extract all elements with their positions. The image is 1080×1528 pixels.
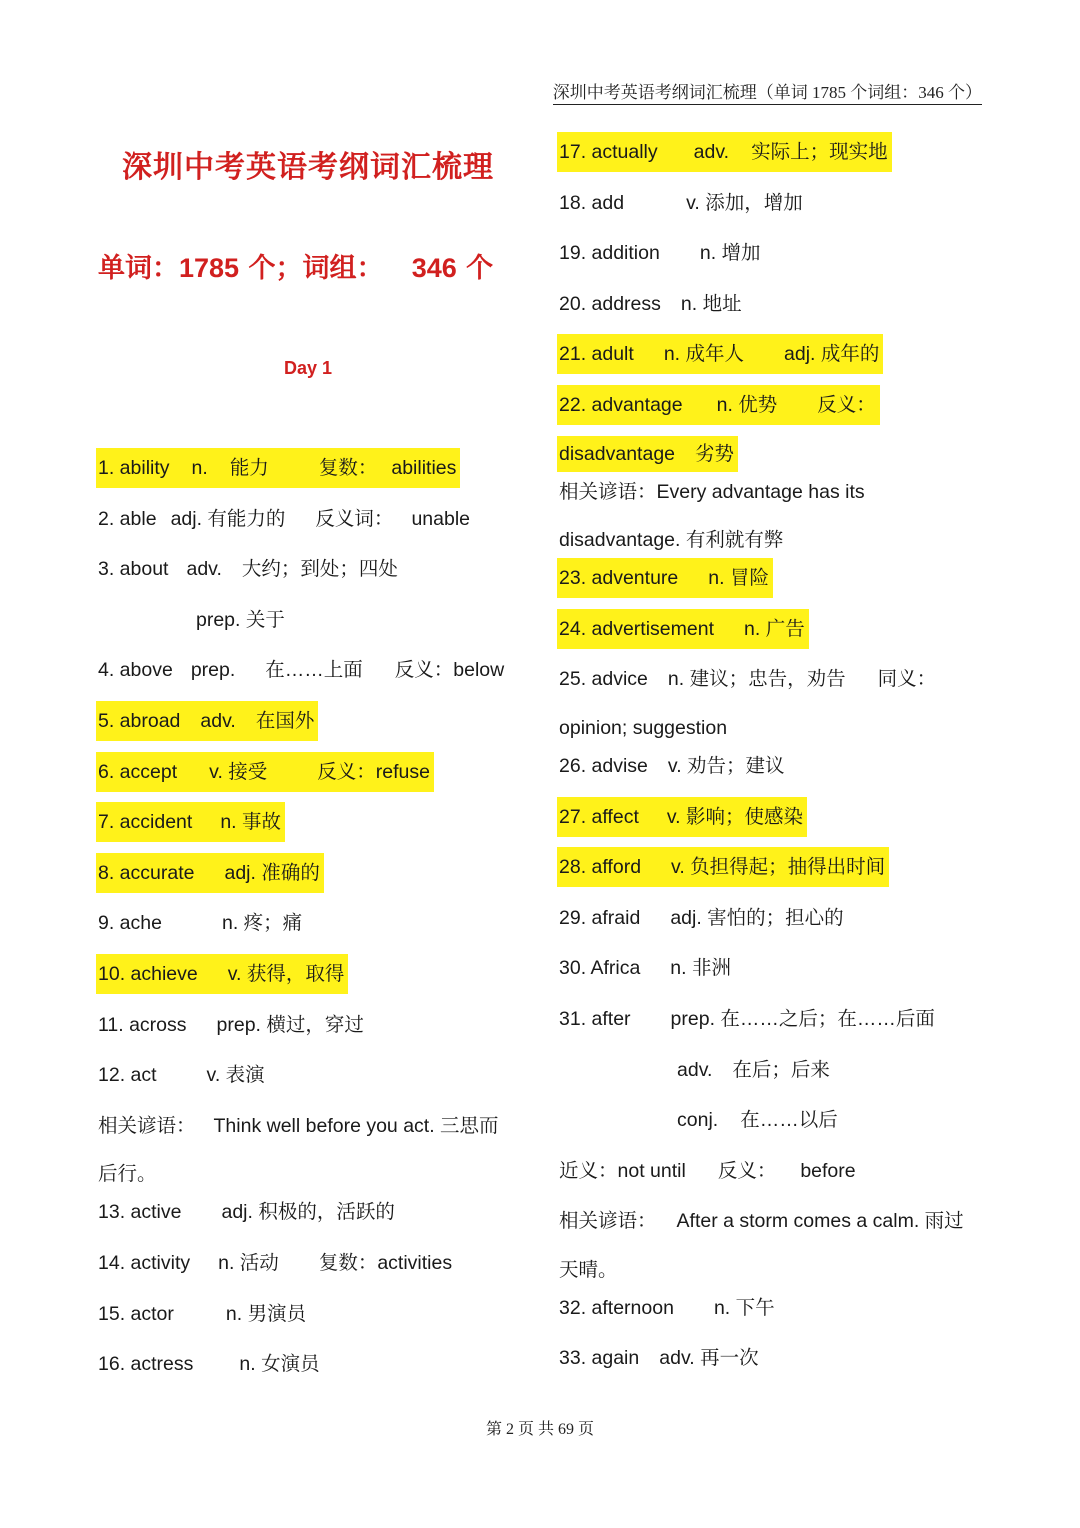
right-line bbox=[559, 132, 999, 183]
right-line bbox=[559, 1100, 999, 1151]
entry-text bbox=[98, 659, 504, 681]
left-line bbox=[98, 1005, 538, 1056]
left-line bbox=[98, 802, 538, 853]
page-title: 深圳中考英语考纲词汇梳理 bbox=[122, 150, 494, 185]
left-line bbox=[98, 1243, 538, 1294]
counts-label: 单词： bbox=[98, 253, 179, 284]
entry-detail: 在后；后来 bbox=[732, 1058, 830, 1081]
entry-headword: 5. abroad bbox=[98, 709, 181, 732]
entry-headword: 8. accurate bbox=[98, 861, 195, 884]
highlight-mark bbox=[96, 802, 285, 842]
word-count: 1785 bbox=[179, 253, 240, 283]
entry-detail: v. 接受 bbox=[209, 760, 268, 783]
right-line bbox=[559, 710, 999, 746]
entry-text bbox=[559, 1259, 618, 1281]
entry-text bbox=[559, 529, 783, 551]
right-line bbox=[559, 948, 999, 999]
entry-headword: 相关谚语： bbox=[98, 1114, 196, 1137]
vocab-column-right bbox=[559, 132, 999, 1389]
entry-detail: abilities bbox=[391, 457, 457, 479]
entry-text bbox=[98, 1353, 320, 1375]
entry-headword: 26. advise bbox=[559, 754, 648, 777]
entry-headword: 11. across bbox=[98, 1013, 187, 1036]
entry-headword: prep. 关于 bbox=[196, 608, 285, 631]
right-line bbox=[559, 797, 999, 848]
left-line bbox=[98, 549, 538, 600]
entry-detail: 反义： bbox=[817, 393, 876, 416]
entry-detail: 复数： bbox=[318, 457, 378, 479]
entry-detail: After a storm comes a calm. 雨过 bbox=[676, 1210, 964, 1233]
entry-detail: adv. bbox=[186, 558, 222, 581]
entry-headword: 29. afraid bbox=[559, 906, 641, 929]
entry-text bbox=[98, 1201, 395, 1223]
entry-headword: 24. advertisement bbox=[559, 617, 715, 640]
right-line bbox=[559, 1338, 999, 1389]
entry-headword: 天晴。 bbox=[559, 1258, 618, 1281]
left-line bbox=[98, 752, 538, 803]
entry-detail: n. 下午 bbox=[713, 1296, 775, 1319]
entry-detail: n. 优势 bbox=[716, 393, 778, 416]
entry-detail: adj. 积极的，活跃的 bbox=[221, 1201, 395, 1224]
entry-detail: n. 增加 bbox=[699, 242, 761, 265]
right-line bbox=[559, 284, 999, 335]
right-line bbox=[559, 558, 999, 609]
entry-detail: 反义词： bbox=[315, 507, 394, 530]
right-line bbox=[559, 1201, 999, 1252]
left-line bbox=[98, 701, 538, 752]
running-header: 深圳中考英语考纲词汇梳理（单词 1785 个词组：346 个） bbox=[553, 78, 982, 105]
entry-detail: 在国外 bbox=[255, 709, 315, 732]
entry-headword: 25. advice bbox=[559, 668, 648, 691]
left-line bbox=[98, 499, 538, 550]
entry-detail: adj. 有能力的 bbox=[170, 507, 286, 530]
entry-headword: 4. above bbox=[98, 659, 173, 682]
entry-headword: 27. affect bbox=[559, 805, 639, 828]
entry-text bbox=[559, 293, 742, 315]
entry-detail: 同义： bbox=[877, 668, 937, 691]
right-line bbox=[559, 898, 999, 949]
entry-headword: 21. adult bbox=[559, 343, 634, 366]
entry-text bbox=[559, 1297, 775, 1319]
entry-text bbox=[559, 1347, 759, 1369]
entry-detail: v. 添加，增加 bbox=[686, 191, 803, 214]
entry-headword: 13. active bbox=[98, 1201, 182, 1224]
entry-detail: v. 获得，取得 bbox=[227, 962, 345, 985]
right-line bbox=[559, 659, 999, 710]
entry-text bbox=[98, 1252, 452, 1274]
entry-text bbox=[559, 755, 785, 777]
entry-detail: n. 活动 bbox=[218, 1251, 279, 1274]
right-line bbox=[559, 609, 999, 660]
entry-detail: n. bbox=[191, 457, 208, 479]
entry-detail: 复数：activities bbox=[318, 1251, 453, 1274]
right-line bbox=[559, 183, 999, 234]
entry-text bbox=[98, 912, 302, 934]
highlight-mark bbox=[96, 954, 348, 994]
entry-detail: before bbox=[800, 1159, 856, 1182]
entry-text bbox=[98, 1064, 265, 1086]
word-counts bbox=[98, 246, 493, 285]
left-line bbox=[98, 600, 538, 651]
entry-detail: prep. 在……之后；在……后面 bbox=[670, 1007, 935, 1030]
entry-detail: prep. 横过，穿过 bbox=[216, 1013, 364, 1036]
entry-headword: 16. actress bbox=[98, 1353, 194, 1376]
entry-headword: 相关谚语：Every advantage has its bbox=[559, 480, 865, 503]
entry-headword: 22. advantage bbox=[559, 393, 683, 416]
entry-headword: 30. Africa bbox=[559, 957, 641, 980]
entry-detail: n. 冒险 bbox=[708, 567, 769, 590]
entry-detail: v. 负担得起；抽得出时间 bbox=[671, 856, 886, 879]
entry-text bbox=[98, 1115, 499, 1137]
entry-headword: 32. afternoon bbox=[559, 1296, 674, 1319]
entry-detail: adj. 成年的 bbox=[784, 343, 880, 366]
entry-headword: 31. after bbox=[559, 1007, 631, 1030]
entry-headword: 20. address bbox=[559, 292, 661, 315]
left-line bbox=[98, 853, 538, 904]
entry-headword: 12. act bbox=[98, 1064, 157, 1087]
left-line bbox=[98, 1344, 538, 1395]
phrase-count: 346 bbox=[411, 253, 457, 283]
right-line bbox=[559, 233, 999, 284]
vocab-column-left bbox=[98, 448, 538, 1395]
right-line bbox=[559, 1050, 999, 1101]
entry-headword: 近义：not until bbox=[559, 1159, 686, 1182]
left-line bbox=[98, 954, 538, 1005]
left-line bbox=[98, 1055, 538, 1106]
highlight-mark bbox=[96, 701, 318, 741]
entry-detail: adv. bbox=[200, 709, 236, 732]
entry-detail: v. 表演 bbox=[206, 1064, 265, 1087]
highlight-mark bbox=[557, 334, 883, 374]
entry-detail: adv. bbox=[693, 141, 730, 163]
highlight-mark bbox=[557, 436, 738, 472]
entry-headword: 3. about bbox=[98, 558, 169, 581]
entry-headword: disadvantage bbox=[559, 442, 676, 465]
entry-detail: Think well before you act. 三思而 bbox=[213, 1114, 499, 1137]
right-line bbox=[559, 847, 999, 898]
entry-text bbox=[559, 192, 803, 214]
entry-text bbox=[559, 242, 761, 264]
entry-text bbox=[98, 1303, 306, 1325]
entry-headword: 2. able bbox=[98, 507, 157, 530]
counts-unit: 个；词组： bbox=[239, 253, 384, 284]
highlight-mark bbox=[557, 132, 892, 172]
right-line bbox=[559, 522, 999, 558]
entry-detail: n. 事故 bbox=[220, 811, 281, 834]
left-line bbox=[98, 1294, 538, 1345]
entry-headword: 17. actually bbox=[559, 141, 658, 163]
entry-headword: 23. adventure bbox=[559, 567, 679, 590]
right-line bbox=[559, 472, 999, 523]
entry-headword: 18. add bbox=[559, 191, 625, 214]
highlight-mark bbox=[557, 797, 807, 837]
entry-text bbox=[559, 1210, 964, 1232]
entry-headword: 14. activity bbox=[98, 1251, 191, 1274]
entry-detail: v. 劝告；建议 bbox=[667, 754, 785, 777]
entry-headword: disadvantage. 有利就有弊 bbox=[559, 529, 784, 552]
entry-headword: 7. accident bbox=[98, 811, 193, 834]
entry-text bbox=[98, 558, 398, 580]
entry-text bbox=[559, 957, 731, 979]
entry-headword: 28. afford bbox=[559, 856, 642, 879]
left-line bbox=[98, 1192, 538, 1243]
entry-detail: adv. 再一次 bbox=[659, 1347, 759, 1370]
entry-text bbox=[559, 907, 844, 929]
entry-detail: prep. bbox=[190, 659, 236, 682]
highlight-mark bbox=[96, 853, 324, 893]
right-line bbox=[559, 436, 999, 472]
entry-text bbox=[559, 717, 727, 739]
right-line bbox=[559, 1151, 999, 1202]
entry-detail: 反义： bbox=[717, 1159, 777, 1182]
highlight-mark bbox=[557, 558, 773, 598]
right-line bbox=[559, 1252, 999, 1288]
entry-detail: v. 影响；使感染 bbox=[666, 805, 804, 828]
entry-text bbox=[98, 1163, 157, 1185]
highlight-mark bbox=[557, 847, 889, 887]
entry-detail: 大约；到处；四处 bbox=[241, 558, 398, 581]
entry-text bbox=[559, 1008, 935, 1030]
entry-text bbox=[559, 668, 936, 690]
entry-detail: 反义：below bbox=[394, 659, 505, 682]
entry-headword: adv. bbox=[677, 1058, 713, 1081]
entry-detail: n. 成年人 bbox=[663, 343, 744, 366]
entry-detail: 在……以后 bbox=[740, 1109, 838, 1132]
entry-detail: n. 男演员 bbox=[225, 1302, 307, 1325]
entry-detail: 能力 bbox=[229, 457, 269, 479]
highlight-mark bbox=[96, 752, 434, 792]
entry-headword: 后行。 bbox=[98, 1163, 157, 1186]
left-line bbox=[98, 448, 538, 499]
right-line bbox=[559, 1288, 999, 1339]
entry-text bbox=[559, 481, 865, 503]
entry-headword: 6. accept bbox=[98, 760, 178, 783]
counts-unit-2: 个 bbox=[456, 253, 494, 284]
entry-detail: 实际上；现实地 bbox=[751, 141, 888, 163]
entry-text bbox=[559, 1160, 856, 1182]
entry-text bbox=[559, 1059, 830, 1081]
entry-detail: adj. 害怕的；担心的 bbox=[670, 906, 844, 929]
entry-headword: 相关谚语： bbox=[559, 1210, 657, 1233]
left-line bbox=[98, 650, 538, 701]
entry-detail: 反义：refuse bbox=[317, 760, 430, 783]
left-line bbox=[98, 1106, 538, 1157]
entry-detail: n. 疼；痛 bbox=[221, 912, 303, 935]
entry-text bbox=[559, 1109, 838, 1131]
entry-text bbox=[98, 1014, 364, 1036]
right-line bbox=[559, 334, 999, 385]
highlight-mark bbox=[557, 609, 809, 649]
entry-detail: n. 地址 bbox=[680, 292, 742, 315]
highlight-mark bbox=[557, 385, 880, 425]
entry-detail: unable bbox=[411, 507, 470, 530]
entry-detail: n. 建议；忠告，劝告 bbox=[667, 668, 846, 691]
day-heading: Day 1 bbox=[283, 358, 333, 378]
entry-detail: adj. 准确的 bbox=[224, 861, 320, 884]
entry-text bbox=[98, 508, 470, 530]
entry-detail: n. 广告 bbox=[744, 617, 805, 640]
right-line bbox=[559, 746, 999, 797]
entry-headword: 19. addition bbox=[559, 242, 660, 265]
entry-detail: n. 女演员 bbox=[239, 1353, 320, 1376]
left-line bbox=[98, 903, 538, 954]
entry-headword: 9. ache bbox=[98, 912, 162, 935]
highlight-mark bbox=[96, 448, 460, 488]
entry-headword: 33. again bbox=[559, 1347, 640, 1370]
right-line bbox=[559, 385, 999, 436]
entry-detail: 在……上面 bbox=[265, 659, 363, 682]
entry-headword: 10. achieve bbox=[98, 962, 198, 985]
entry-headword: opinion; suggestion bbox=[559, 716, 728, 739]
right-line bbox=[559, 999, 999, 1050]
entry-detail: n. 非洲 bbox=[670, 957, 731, 980]
left-line bbox=[98, 1156, 538, 1192]
entry-text bbox=[98, 609, 285, 631]
entry-detail: 劣势 bbox=[695, 442, 735, 465]
entry-headword: 1. ability bbox=[98, 457, 170, 479]
page-footer: 第 2 页 共 69 页 bbox=[485, 1421, 594, 1438]
entry-headword: 15. actor bbox=[98, 1302, 174, 1325]
entry-headword: conj. bbox=[677, 1109, 719, 1132]
